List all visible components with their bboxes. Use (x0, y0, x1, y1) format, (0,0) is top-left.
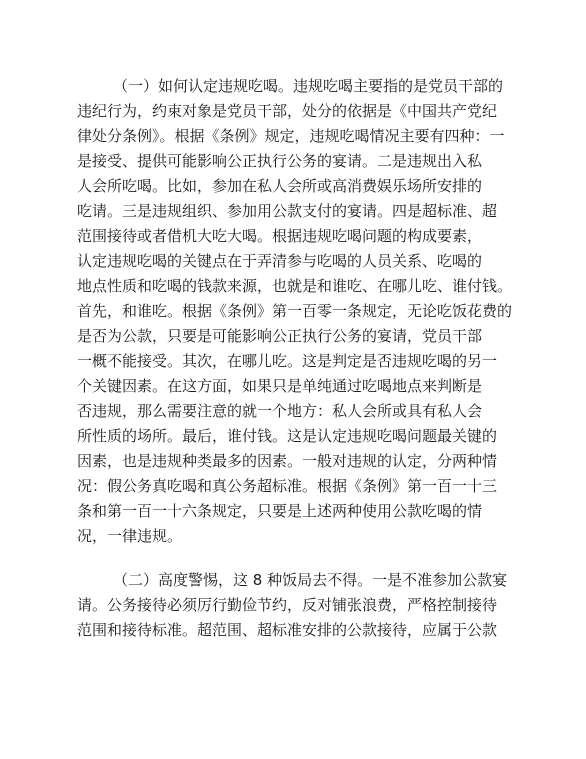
section2-line-3: 范围和接待标准。超范围、超标准安排的公款接待，应属于公款 (77, 621, 498, 639)
section1-line-12: 一概不能接受。其次，在哪儿吃。这是判定是否违规吃喝的另一 (77, 352, 498, 370)
section1-line-10: 首先，和谁吃。根据《条例》第一百零一条规定，无论吃饭花费的 (77, 302, 513, 320)
section1-line-17: 况：假公务真吃喝和真公务超标准。根据《条例》第一百一十三 (77, 477, 498, 495)
section1-line-15: 所性质的场所。最后，谁付钱。这是认定违规吃喝问题最关键的 (77, 427, 498, 445)
section1-line-19: 况，一律违规。 (77, 527, 183, 545)
section2-line-2: 请。公务接待必须厉行勤俭节约，反对铺张浪费，严格控制接待 (77, 596, 498, 614)
section1-line-5: 人会所吃喝。比如，参加在私人会所或高消费娱乐场所安排的 (77, 177, 483, 195)
section1-line-6: 吃请。三是违规组织、参加用公款支付的宴请。四是超标准、超 (77, 202, 498, 220)
section2-line-1: （二）高度警惕，这 8 种饭局去不得。一是不准参加公款宴 (113, 571, 508, 589)
section1-line-7: 范围接待或者借机大吃大喝。根据违规吃喝问题的构成要素， (77, 227, 483, 245)
section1-line-8: 认定违规吃喝的关键点在于弄清参与吃喝的人员关系、吃喝的 (77, 252, 483, 270)
section1-line-11: 是否为公款，只要是可能影响公正执行公务的宴请，党员干部 (77, 327, 483, 345)
section1-line-13: 个关键因素。在这方面，如果只是单纯通过吃喝地点来判断是 (77, 377, 483, 395)
section1-line-2: 违纪行为，约束对象是党员干部，处分的依据是《中国共产党纪 (77, 102, 498, 120)
section1-line-18: 条和第一百一十六条规定，只要是上述两种使用公款吃喝的情 (77, 502, 483, 520)
section1-line-4: 是接受、提供可能影响公正执行公务的宴请。二是违规出入私 (77, 152, 483, 170)
section1-line-3: 律处分条例》。根据《条例》规定，违规吃喝情况主要有四种：一 (77, 127, 505, 145)
section1-line-14: 否违规，那么需要注意的就一个地方：私人会所或具有私人会 (77, 402, 483, 420)
section1-line-1: （一）如何认定违规吃喝。违规吃喝主要指的是党员干部的 (113, 77, 504, 95)
section1-line-16: 因素，也是违规种类最多的因素。一般对违规的认定，分两种情 (77, 452, 498, 470)
section1-line-9: 地点性质和吃喝的钱款来源，也就是和谁吃、在哪儿吃、谁付钱。 (77, 277, 513, 295)
